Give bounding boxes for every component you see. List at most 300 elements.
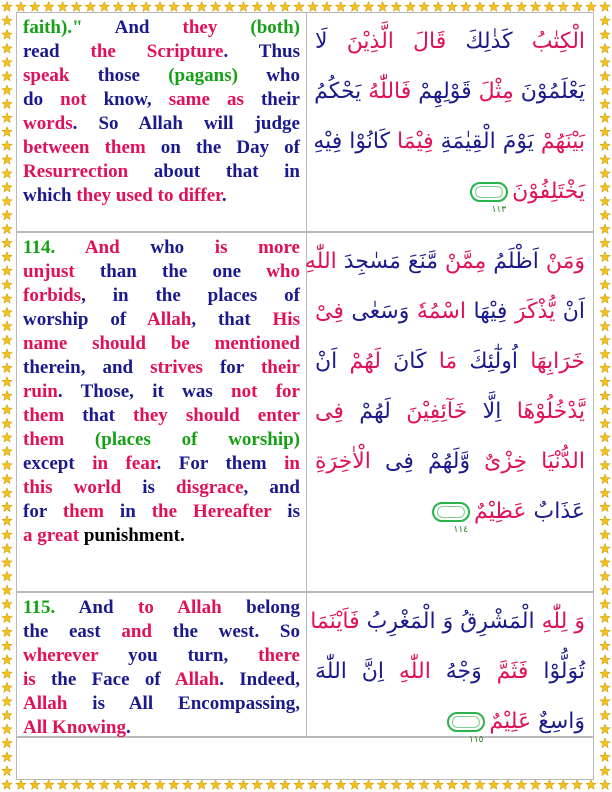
- border-star-icon: [2, 557, 12, 567]
- english-text-segment: to Allah: [138, 597, 222, 618]
- border-star-icon: [2, 696, 12, 706]
- border-star-icon: [600, 321, 610, 331]
- border-star-icon: [155, 780, 166, 790]
- border-star-icon: [2, 307, 12, 317]
- arabic-text-segment: اَظْلَمُ: [486, 249, 546, 274]
- english-text-segment: . Thus: [223, 41, 300, 62]
- border-star-icon: [336, 780, 347, 790]
- arabic-text-segment: يَحْكُمُ: [314, 79, 362, 104]
- arabic-text-segment: اَنْ: [315, 349, 350, 374]
- border-star-icon: [600, 196, 610, 206]
- border-star-icon: [558, 780, 569, 790]
- border-star-icon: [2, 404, 12, 414]
- border-star-icon: [57, 780, 68, 790]
- border-star-icon: [600, 182, 610, 192]
- english-text-segment: . Those, it was: [57, 381, 232, 402]
- arabic-text-segment: تُوَلُّوْا: [543, 659, 585, 684]
- english-translation-cell: [17, 593, 307, 736]
- border-star-icon: [210, 780, 220, 790]
- arabic-line: [304, 237, 585, 287]
- english-text-segment: not: [60, 89, 87, 110]
- english-text-segment: Allah: [174, 669, 220, 690]
- english-text-segment: their: [243, 89, 300, 110]
- english-text-segment: they should enter: [132, 405, 300, 426]
- english-text-segment: them: [62, 501, 104, 522]
- border-star-icon: [600, 154, 610, 164]
- border-star-icon: [2, 766, 12, 776]
- arabic-text-segment: الْمَشْرِقُ: [453, 609, 542, 634]
- english-text-segment: strives: [150, 357, 203, 378]
- border-star-icon: [600, 279, 610, 289]
- border-star-icon: [600, 404, 610, 414]
- english-text-segment: . So Allah will judge: [72, 113, 300, 134]
- border-star-icon: [2, 446, 12, 456]
- border-star-icon: [544, 780, 555, 790]
- border-star-icon: [2, 668, 12, 678]
- border-star-icon: [516, 2, 527, 12]
- border-star-icon: [363, 2, 373, 12]
- english-text-segment: . For them: [156, 453, 285, 474]
- border-star-icon: [600, 488, 610, 498]
- english-text-segment: All Knowing: [23, 717, 126, 738]
- arabic-text-segment: يَوْمَ الْقِيٰمَةِ: [433, 129, 541, 154]
- border-star-icon: [2, 585, 12, 595]
- english-text-segment: is: [121, 477, 176, 498]
- arabic-line: [315, 287, 585, 337]
- english-line: [23, 64, 300, 88]
- english-text-segment: between them: [23, 137, 146, 158]
- english-text-segment: in: [284, 453, 300, 474]
- arabic-text-segment: وَسَعٰى: [351, 299, 410, 324]
- english-line: [23, 404, 300, 428]
- english-text-segment: Resurrection: [23, 161, 129, 182]
- border-star-icon: [600, 85, 610, 95]
- english-text-segment: than the one: [74, 261, 267, 282]
- border-star-icon: [2, 780, 12, 790]
- border-star-icon: [2, 724, 12, 734]
- english-line: [23, 620, 300, 644]
- border-star-icon: [600, 655, 610, 665]
- border-star-icon: [2, 418, 12, 428]
- border-star-icon: [2, 238, 12, 248]
- arabic-text-segment: خِزْىٌ: [470, 449, 542, 474]
- border-star-icon: [224, 780, 234, 790]
- border-star-icon: [586, 780, 596, 790]
- border-star-icon: [600, 766, 610, 776]
- english-text-segment: read: [23, 41, 91, 62]
- border-star-icon: [16, 780, 26, 790]
- english-text-segment: which: [23, 185, 77, 206]
- english-text-segment: punishment.: [79, 525, 185, 546]
- border-star-icon: [30, 780, 40, 790]
- arabic-text-segment: فِى: [315, 399, 344, 424]
- english-text-segment: the Scripture: [90, 41, 224, 62]
- border-star-icon: [2, 432, 12, 442]
- border-star-icon: [2, 71, 12, 81]
- border-star-icon: [2, 293, 12, 303]
- border-star-icon: [2, 182, 12, 192]
- border-star-icon: [2, 571, 12, 581]
- arabic-text-segment: مِمَّنْ: [445, 249, 487, 274]
- border-star-icon: [2, 627, 12, 637]
- border-star-icon: [600, 738, 610, 748]
- english-text-segment: this world: [23, 477, 122, 498]
- border-star-icon: [600, 71, 610, 81]
- arabic-text-segment: وَاسِعٌ: [538, 709, 585, 734]
- border-star-icon: [461, 780, 472, 790]
- border-star-icon: [127, 2, 137, 12]
- border-star-icon: [2, 43, 12, 53]
- border-star-icon: [530, 780, 541, 790]
- border-star-icon: [2, 99, 12, 109]
- english-text-segment: And: [82, 17, 183, 38]
- arabic-text-segment: عَلِيْمٌ: [489, 709, 539, 734]
- english-text-segment: they used to differ: [76, 185, 222, 206]
- border-star-icon: [2, 113, 12, 123]
- border-star-icon: [155, 2, 166, 12]
- border-star-icon: [2, 29, 12, 39]
- border-star-icon: [113, 780, 124, 790]
- english-text-segment: the Face of: [35, 669, 175, 690]
- border-star-icon: [600, 99, 610, 109]
- english-text-segment: about that in: [128, 161, 300, 182]
- border-star-icon: [530, 2, 541, 12]
- arabic-line: [315, 487, 585, 537]
- english-text-segment: 114.: [23, 237, 56, 258]
- border-star-icon: [600, 557, 610, 567]
- border-star-icon: [197, 2, 207, 12]
- english-text-segment: worship of: [23, 309, 147, 330]
- border-star-icon: [600, 529, 610, 539]
- border-star-icon: [2, 363, 12, 373]
- border-star-icon: [2, 516, 12, 526]
- border-star-icon: [2, 321, 12, 331]
- english-text-segment: a great: [23, 525, 80, 546]
- border-star-icon: [2, 2, 12, 12]
- border-star-icon: [600, 696, 610, 706]
- border-star-icon: [252, 2, 263, 12]
- border-star-icon: [280, 2, 291, 12]
- english-text-segment: unjust: [23, 261, 75, 282]
- arabic-line: [315, 67, 585, 117]
- english-text-segment: Allah: [146, 309, 192, 330]
- border-star-icon: [600, 780, 610, 790]
- verse-table: [16, 12, 594, 780]
- ayah-number-marker-icon: [432, 502, 470, 535]
- english-text-segment: forbids: [23, 285, 82, 306]
- border-star-icon: [600, 252, 610, 262]
- border-star-icon: [502, 2, 513, 12]
- arabic-text-segment: خَآئِفِيْنَ: [406, 399, 468, 424]
- border-star-icon: [2, 57, 12, 67]
- border-star-icon: [2, 210, 12, 220]
- arabic-text-segment: عَذَابٌ: [533, 499, 585, 524]
- english-text-segment: the Hereafter: [151, 501, 272, 522]
- arabic-text-segment: اللّٰهِ: [384, 659, 446, 684]
- arabic-text-segment: فِيْمَا: [397, 129, 434, 154]
- english-text-segment: do: [23, 89, 61, 110]
- border-star-icon: [85, 2, 96, 12]
- border-star-icon: [2, 224, 12, 234]
- border-star-icon: [2, 266, 12, 276]
- border-star-icon: [419, 2, 429, 12]
- border-star-icon: [349, 2, 360, 12]
- border-star-icon: [2, 682, 12, 692]
- english-text-segment: Allah: [23, 693, 68, 714]
- arabic-line: [315, 167, 585, 217]
- border-star-icon: [600, 418, 610, 428]
- arabic-text-segment: يَخْتَلِفُوْنَ: [512, 179, 585, 204]
- border-star-icon: [183, 780, 193, 790]
- english-line: [23, 452, 300, 476]
- border-star-icon: [600, 210, 610, 220]
- arabic-text-segment: خَرَابِهَا: [530, 349, 586, 374]
- border-star-icon: [600, 335, 610, 345]
- border-star-icon: [57, 2, 68, 12]
- english-text-segment: And: [55, 237, 151, 258]
- arabic-text-segment: مَا: [438, 349, 458, 374]
- arabic-text-cell: [307, 593, 593, 745]
- border-star-icon: [391, 780, 401, 790]
- arabic-text-cell: [307, 13, 593, 231]
- english-text-segment: on the Day of: [145, 137, 300, 158]
- border-star-icon: [85, 780, 96, 790]
- border-star-icon: [600, 43, 610, 53]
- arabic-text-segment: وَمَنْ: [545, 249, 585, 274]
- english-text-segment: is All Encompassing,: [67, 693, 300, 714]
- english-text-segment: (places of worship): [94, 429, 300, 450]
- border-star-icon: [600, 391, 610, 401]
- english-text-segment: who: [150, 237, 215, 258]
- english-text-segment: His: [272, 309, 300, 330]
- ayah-number-marker-icon: [447, 712, 485, 745]
- border-star-icon: [600, 668, 610, 678]
- border-star-icon: [349, 780, 360, 790]
- border-star-icon: [600, 543, 610, 553]
- border-star-icon: [377, 780, 387, 790]
- border-star-icon: [600, 724, 610, 734]
- arabic-text-segment: لَهُمْ: [343, 399, 407, 424]
- border-star-icon: [183, 2, 193, 12]
- border-star-icon: [461, 2, 472, 12]
- english-text-segment: there: [258, 645, 300, 666]
- arabic-text-segment: وَ الْمَغْرِبُ: [366, 609, 454, 634]
- arabic-text-cell: [304, 233, 593, 591]
- border-star-icon: [336, 2, 347, 12]
- english-text-segment: in: [104, 501, 152, 522]
- border-star-icon: [600, 266, 610, 276]
- border-star-icon: [294, 780, 305, 790]
- arabic-text-segment: اللّٰهِ: [304, 249, 344, 274]
- border-star-icon: [502, 780, 513, 790]
- arabic-text-segment: اِنَّ اللّٰهَ: [315, 659, 385, 684]
- english-text-segment: . Indeed,: [219, 669, 300, 690]
- arabic-line: [315, 337, 585, 387]
- border-star-icon: [586, 2, 596, 12]
- english-line: [23, 500, 300, 524]
- verse-row-113: [17, 13, 593, 233]
- english-line: [23, 40, 300, 64]
- border-star-icon: [600, 585, 610, 595]
- border-star-icon: [363, 780, 373, 790]
- border-star-icon: [433, 780, 443, 790]
- border-star-icon: [294, 2, 305, 12]
- border-star-icon: [2, 335, 12, 345]
- border-star-icon: [322, 780, 333, 790]
- border-star-icon: [266, 2, 277, 12]
- border-star-icon: [2, 140, 12, 150]
- english-text-segment: , and: [243, 477, 300, 498]
- english-line: [23, 236, 300, 260]
- english-text-segment: except: [23, 453, 93, 474]
- border-star-icon: [2, 613, 12, 623]
- border-star-icon: [280, 780, 291, 790]
- border-star-icon: [600, 307, 610, 317]
- arabic-text-segment: وَ لِلّٰهِ: [541, 609, 585, 634]
- border-star-icon: [252, 780, 263, 790]
- border-star-icon: [238, 780, 248, 790]
- border-star-icon: [489, 2, 500, 12]
- english-text-segment: speak: [23, 65, 70, 86]
- border-star-icon: [44, 780, 55, 790]
- english-text-segment: And: [55, 597, 139, 618]
- arabic-text-segment: فَثَمَّ: [481, 659, 544, 684]
- english-text-segment: them: [23, 429, 95, 450]
- border-star-icon: [141, 780, 152, 790]
- arabic-text-segment: الدُّنْيَا: [541, 449, 585, 474]
- border-star-icon: [600, 57, 610, 67]
- border-star-icon: [2, 752, 12, 762]
- arabic-text-segment: الْكِتٰبُ: [531, 29, 586, 54]
- english-line: [23, 692, 300, 716]
- border-star-icon: [391, 2, 401, 12]
- border-star-icon: [2, 377, 12, 387]
- arabic-text-segment: فِيْهَا: [473, 299, 508, 324]
- border-star-icon: [600, 168, 610, 178]
- english-text-segment: (both): [217, 17, 300, 38]
- border-star-icon: [600, 377, 610, 387]
- border-star-icon: [600, 446, 610, 456]
- border-star-icon: [169, 780, 179, 790]
- border-star-icon: [600, 293, 610, 303]
- english-line: [23, 524, 300, 548]
- verse-row-115: [17, 593, 593, 745]
- border-star-icon: [600, 432, 610, 442]
- border-star-icon: [600, 516, 610, 526]
- border-star-icon: [405, 2, 415, 12]
- arabic-text-segment: فَاللّٰهُ: [361, 79, 419, 104]
- border-star-icon: [600, 349, 610, 359]
- arabic-text-segment: اَنْ: [562, 299, 585, 324]
- border-star-icon: [127, 780, 137, 790]
- english-line: [23, 380, 300, 404]
- ayah-number: ١١٣: [491, 205, 507, 215]
- arabic-text-segment: كَانُوْا فِيْهِ: [313, 129, 398, 154]
- arabic-line: [315, 697, 585, 747]
- arabic-text-segment: اِلَّا: [467, 399, 517, 424]
- border-star-icon: [558, 2, 569, 12]
- arabic-text-segment: قَالَ الَّذِيْنَ: [346, 29, 447, 54]
- border-star-icon: [419, 780, 429, 790]
- english-line: [23, 136, 300, 160]
- arabic-text-segment: وَّلَهُمْ: [427, 449, 471, 474]
- english-line: [23, 644, 300, 668]
- english-text-segment: not for: [231, 381, 300, 402]
- english-line: [23, 112, 300, 136]
- arabic-text-segment: لَا: [315, 29, 347, 54]
- border-star-icon: [16, 2, 26, 12]
- border-star-icon: [447, 780, 458, 790]
- english-text-segment: , in the places of: [81, 285, 300, 306]
- border-star-icon: [2, 252, 12, 262]
- english-line: [23, 260, 300, 284]
- border-star-icon: [210, 2, 220, 12]
- arabic-text-segment: اُولٰٓئِكَ: [457, 349, 531, 374]
- english-text-segment: belong: [221, 597, 300, 618]
- english-text-segment: who: [237, 65, 300, 86]
- english-text-segment: .: [221, 185, 227, 206]
- english-text-segment: those: [69, 65, 169, 86]
- border-star-icon: [489, 780, 500, 790]
- border-star-icon: [141, 2, 152, 12]
- arabic-text-segment: كَانَ: [380, 349, 439, 374]
- arabic-text-segment: مَسٰجِدَ: [343, 249, 401, 274]
- arabic-text-segment: فَاَيْنَمَا: [310, 609, 367, 634]
- arabic-text-segment: مَّنَعَ: [400, 249, 446, 274]
- ayah-number: ١١٥: [468, 735, 484, 745]
- english-line: [23, 476, 300, 500]
- english-text-segment: is more: [214, 237, 300, 258]
- arabic-line: [315, 437, 585, 487]
- border-star-icon: [2, 543, 12, 553]
- border-star-icon: [475, 780, 486, 790]
- english-text-segment: .: [125, 717, 131, 738]
- english-translation-cell: [17, 13, 307, 231]
- border-star-icon: [2, 474, 12, 484]
- arabic-text-segment: فِىْ: [315, 299, 352, 324]
- arabic-line: [315, 117, 585, 167]
- arabic-text-segment: اسْمُهٗ: [409, 299, 474, 324]
- arabic-text-segment: وَجْهُ: [445, 659, 482, 684]
- english-line: [23, 16, 300, 40]
- arabic-line: [315, 647, 585, 697]
- arabic-line: [315, 17, 585, 67]
- english-text-segment: 115.: [23, 597, 56, 618]
- arabic-line: [315, 387, 585, 437]
- english-text-segment: ruin: [23, 381, 58, 402]
- border-star-icon: [71, 2, 82, 12]
- arabic-text-segment: الْاٰخِرَةِ: [315, 449, 371, 474]
- border-star-icon: [377, 2, 387, 12]
- arabic-line: [310, 597, 585, 647]
- border-star-icon: [2, 641, 12, 651]
- border-star-icon: [2, 502, 12, 512]
- border-star-icon: [600, 113, 610, 123]
- border-star-icon: [2, 460, 12, 470]
- english-text-segment: you turn,: [98, 645, 259, 666]
- border-star-icon: [600, 363, 610, 373]
- english-line: [23, 356, 300, 380]
- english-text-segment: , that: [191, 309, 273, 330]
- border-star-icon: [2, 349, 12, 359]
- english-text-segment: is: [271, 501, 300, 522]
- english-text-segment: faith).": [23, 17, 83, 38]
- border-star-icon: [600, 474, 610, 484]
- verse-row-114: [17, 233, 593, 593]
- english-line: [23, 308, 300, 332]
- arabic-text-segment: عَظِيْمٌ: [474, 499, 534, 524]
- english-text-segment: know,: [86, 89, 169, 110]
